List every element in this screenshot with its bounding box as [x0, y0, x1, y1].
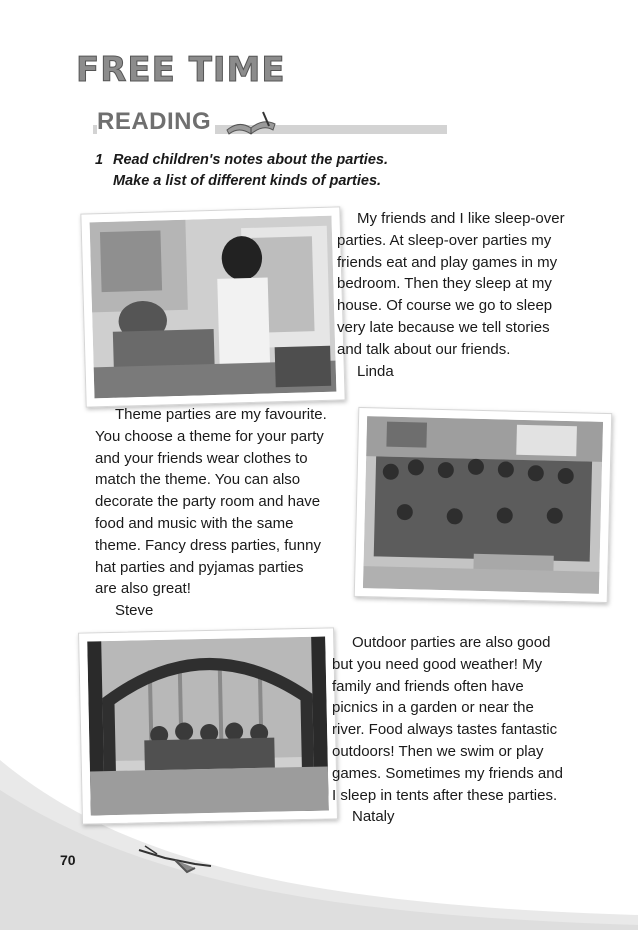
note-linda: [337, 208, 587, 382]
note-line: games. Sometimes my friends and: [332, 764, 563, 782]
note-line: and your friends wear clothes to: [95, 449, 308, 467]
note-line: parties. At sleep-over parties my: [337, 231, 552, 249]
note-line: I sleep in tents after these parties.: [332, 786, 558, 804]
task-line-2: Make a list of different kinds of parties.: [113, 173, 382, 189]
note-line: friends eat and play games in my: [337, 253, 558, 271]
note-line: are also great!: [95, 580, 191, 598]
note-line: picnics in a garden or near the: [332, 699, 534, 717]
note-nataly: [332, 632, 592, 828]
note-line: My friends and I like sleep-over: [357, 210, 565, 227]
note-steve: [95, 404, 345, 622]
note-line: family and friends often have: [332, 677, 524, 695]
page-number: 70: [60, 852, 76, 868]
note-author: Linda: [357, 362, 394, 380]
open-book-icon: [223, 110, 279, 136]
note-line: food and music with the same: [95, 514, 294, 532]
note-line: You choose a theme for your party: [95, 427, 324, 445]
note-line: theme. Fancy dress parties, funny: [95, 536, 321, 554]
note-line: but you need good weather! My: [332, 655, 543, 673]
note-line: very late because we tell stories: [337, 318, 550, 336]
note-line: decorate the party room and have: [95, 493, 321, 511]
task-number: 1: [95, 152, 104, 168]
note-line: hat parties and pyjamas parties: [95, 558, 304, 576]
note-line: Theme parties are my favourite.: [115, 406, 327, 423]
task-instruction: [95, 150, 388, 192]
note-line: bedroom. Then they sleep at my: [337, 275, 552, 293]
note-line: river. Food always tastes fantastic: [332, 721, 558, 739]
note-line: match the theme. You can also: [95, 471, 301, 489]
note-line: outdoors! Then we swim or play: [332, 742, 544, 760]
note-line: and talk about our friends.: [337, 340, 511, 358]
task-line-1: Read children's notes about the parties.: [113, 152, 388, 168]
section-header: [93, 108, 447, 136]
note-author: Steve: [115, 602, 154, 620]
page-title: FREE TIME: [76, 50, 286, 90]
sleepover-party-photo: [80, 206, 345, 407]
note-line: Outdoor parties are also good: [352, 634, 551, 651]
note-line: house. Of course we go to sleep: [337, 297, 553, 315]
outdoor-party-photo: [78, 627, 338, 824]
theme-party-photo: [354, 407, 613, 603]
section-title: READING: [97, 108, 215, 136]
note-author: Nataly: [352, 808, 395, 826]
pencil-icon: [135, 842, 215, 876]
